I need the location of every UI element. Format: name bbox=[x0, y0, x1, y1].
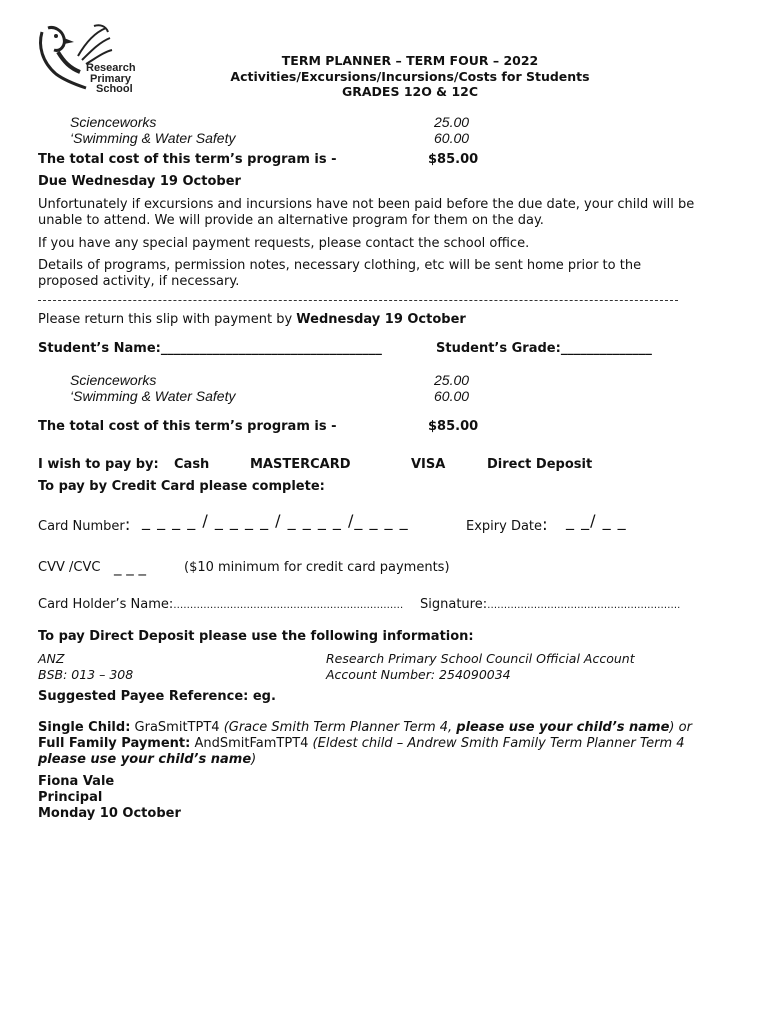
return-slip-instruction bbox=[38, 312, 466, 327]
reference-family-note bbox=[38, 752, 256, 767]
total-label: The total cost of this term’s program is - bbox=[38, 152, 337, 167]
due-date: Due Wednesday 19 October bbox=[38, 174, 241, 189]
principal-role: Principal bbox=[38, 790, 103, 805]
card-holder-line[interactable]: …………………………………………………………… bbox=[173, 600, 404, 611]
family-note-suffix: ) bbox=[251, 752, 257, 767]
item-cost: 60.00 bbox=[434, 130, 470, 146]
pay-option-cash[interactable]: Cash bbox=[174, 457, 210, 472]
principal-name: Fiona Vale bbox=[38, 774, 115, 789]
cvv-label: CVV /CVC bbox=[38, 560, 101, 575]
cvv-note: ($10 minimum for credit card payments) bbox=[184, 560, 450, 575]
student-grade-label: Student’s Grade: bbox=[436, 341, 561, 356]
account-name: Research Primary School Council Official Account bbox=[326, 651, 635, 666]
cvv-field[interactable]: _ _ _ bbox=[114, 558, 147, 576]
family-label: Full Family Payment: bbox=[38, 736, 191, 751]
document-grades: GRADES 12O & 12C bbox=[341, 84, 479, 99]
logo-text-school: School bbox=[96, 83, 133, 95]
signoff-date: Monday 10 October bbox=[38, 806, 181, 821]
single-child-suffix: ) or bbox=[669, 720, 692, 735]
card-holder-field[interactable] bbox=[38, 597, 403, 612]
student-name-line[interactable]: __________________________________ bbox=[160, 341, 382, 356]
pay-option-visa[interactable]: VISA bbox=[411, 457, 446, 472]
direct-deposit-heading: To pay Direct Deposit please use the following information: bbox=[38, 629, 474, 644]
item-cost: 25.00 bbox=[434, 114, 470, 130]
paragraph-unpaid-notice: Unfortunately if excursions and incursions have not been paid before the due date, your child will be unable to attend. We will provide an alternative program for them on the day. bbox=[38, 197, 695, 228]
item-name: Scienceworks bbox=[70, 114, 157, 130]
account-number: Account Number: 254090034 bbox=[326, 667, 511, 682]
bsb-number: BSB: 013 – 308 bbox=[38, 667, 134, 682]
return-prefix: Please return this slip with payment by bbox=[38, 312, 293, 327]
payee-reference-heading: Suggested Payee Reference: eg. bbox=[38, 689, 276, 704]
item-cost: 60.00 bbox=[434, 388, 470, 404]
student-grade-line[interactable]: ______________ bbox=[560, 341, 652, 356]
single-child-desc: (Grace Smith Term Planner Term 4, bbox=[223, 720, 453, 735]
item-name: ‘Swimming & Water Safety bbox=[70, 388, 236, 404]
item-cost: 25.00 bbox=[434, 372, 470, 388]
pay-option-direct-deposit[interactable]: Direct Deposit bbox=[487, 457, 593, 472]
single-child-code: GraSmitTPT4 bbox=[134, 720, 220, 735]
student-name-label: Student’s Name: bbox=[38, 341, 161, 356]
item-name: ‘Swimming & Water Safety bbox=[70, 130, 236, 146]
family-note: please use your child’s name bbox=[38, 752, 252, 767]
family-code: AndSmitFamTPT4 bbox=[194, 736, 309, 751]
credit-card-heading: To pay by Credit Card please complete: bbox=[38, 479, 325, 494]
total-amount: $85.00 bbox=[428, 152, 479, 167]
total-label: The total cost of this term’s program is - bbox=[38, 419, 337, 434]
pay-by-label: I wish to pay by: bbox=[38, 457, 159, 472]
item-name: Scienceworks bbox=[70, 372, 157, 388]
return-date: Wednesday 19 October bbox=[296, 312, 466, 327]
student-grade-field[interactable] bbox=[436, 341, 652, 356]
single-child-label: Single Child: bbox=[38, 720, 131, 735]
expiry-date-label: Expiry Date: bbox=[466, 515, 548, 535]
card-number-label: Card Number: bbox=[38, 515, 131, 535]
paragraph-details: Details of programs, permission notes, necessary clothing, etc will be sent home prior to the proposed activity, if necessary. bbox=[38, 258, 642, 289]
reference-single-child bbox=[38, 720, 692, 735]
total-amount: $85.00 bbox=[428, 419, 479, 434]
signature-field[interactable] bbox=[420, 597, 680, 612]
document-title: TERM PLANNER – TERM FOUR – 2022 bbox=[281, 53, 539, 68]
document-subtitle: Activities/Excursions/Incursions/Costs for Students bbox=[230, 69, 590, 84]
pay-option-mastercard[interactable]: MASTERCARD bbox=[250, 457, 351, 472]
logo-text-research: Research bbox=[86, 62, 136, 74]
bank-name: ANZ bbox=[38, 651, 65, 666]
expiry-date-field[interactable]: _ _/ _ _ bbox=[566, 511, 627, 530]
family-desc: (Eldest child – Andrew Smith Family Term Planner Term 4 bbox=[312, 736, 685, 751]
card-holder-label: Card Holder’s Name: bbox=[38, 597, 174, 612]
paragraph-special-requests: If you have any special payment requests, please contact the school office. bbox=[38, 236, 530, 251]
student-name-field[interactable] bbox=[38, 341, 382, 356]
logo-text-primary: Primary bbox=[90, 73, 131, 85]
single-child-note: please use your child’s name bbox=[456, 720, 670, 735]
signature-line[interactable]: …………………………………………………. bbox=[487, 600, 681, 611]
reference-full-family bbox=[38, 736, 685, 751]
signature-label: Signature: bbox=[420, 597, 488, 612]
card-number-field[interactable]: _ _ _ _ / _ _ _ _ / _ _ _ _ /_ _ _ _ bbox=[142, 511, 409, 530]
tear-off-divider bbox=[38, 300, 678, 301]
